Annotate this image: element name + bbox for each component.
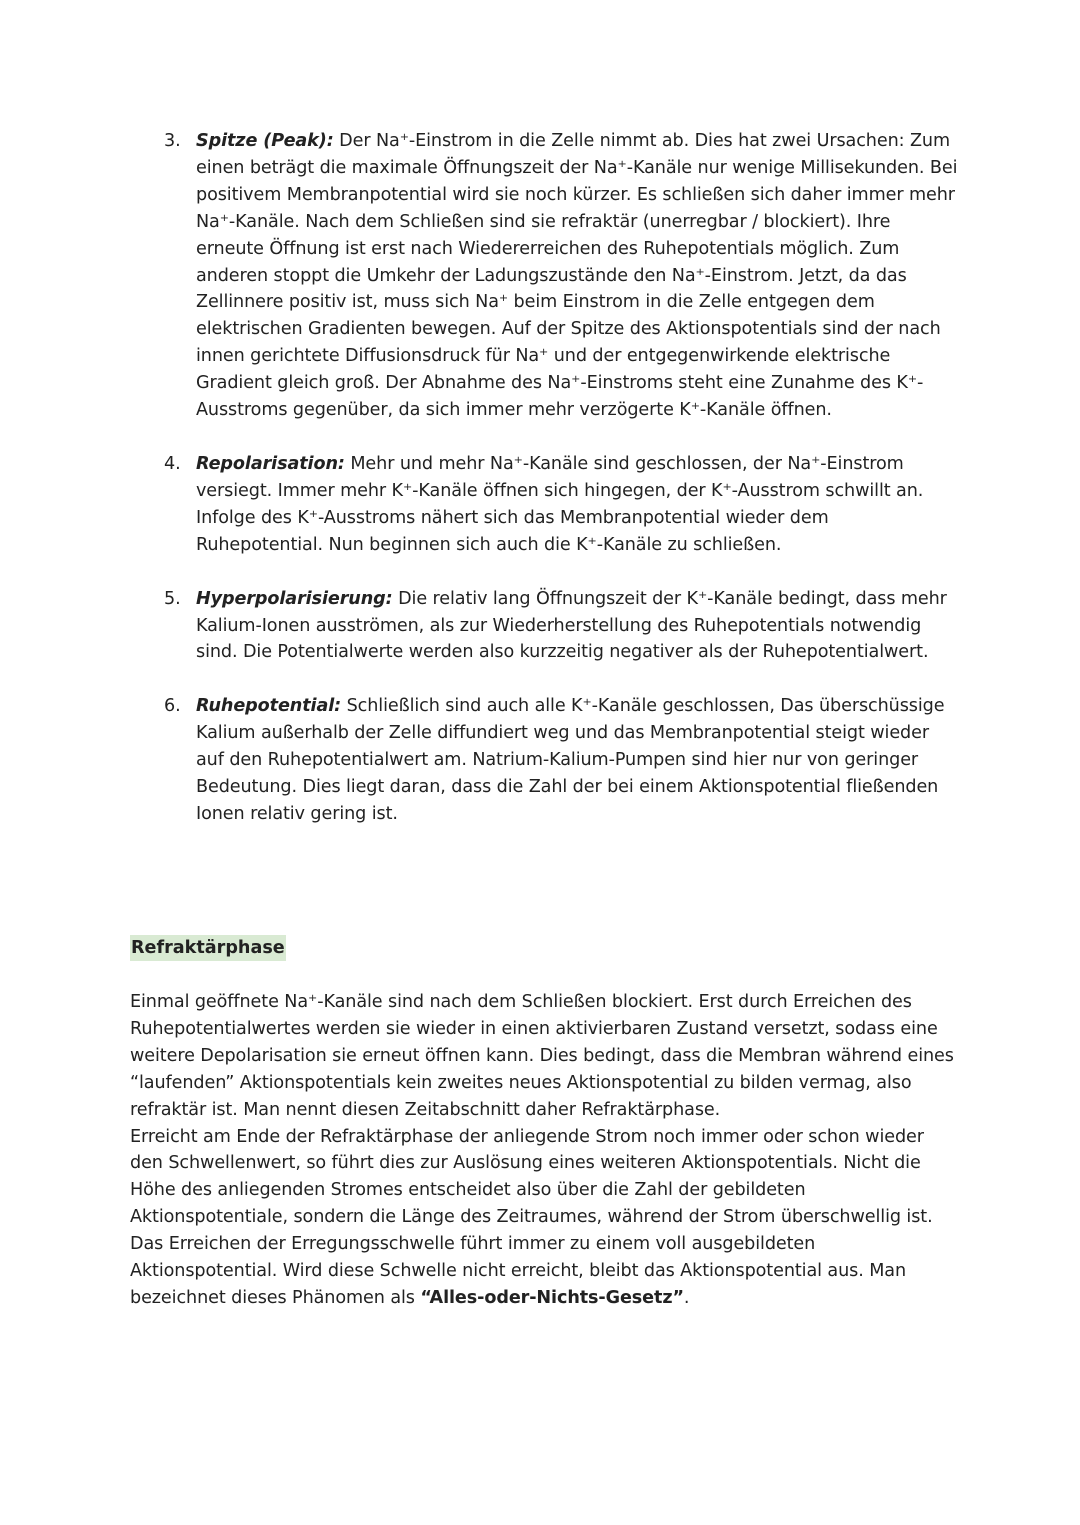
list-term: Ruhepotential: bbox=[196, 696, 342, 717]
paragraph-end: . bbox=[683, 1287, 690, 1308]
law-name: “Alles-oder-Nichts-Gesetz” bbox=[420, 1287, 684, 1308]
list-term: Hyperpolarisierung: bbox=[196, 588, 393, 609]
list-term: Repolarisation: bbox=[196, 453, 345, 474]
section-heading-wrap bbox=[130, 935, 286, 961]
list-item-hyperpolarisierung bbox=[130, 586, 960, 667]
list-item-repolarisation bbox=[130, 451, 960, 559]
list-text: Die relativ lang Öffnungszeit der K⁺-Kanäle bedingt, dass mehr Kalium-Ionen ausströmen, als zur Wiederherstellung des Ruhepotentials notwendig sind. Die Potentialwerte werden also kurzzeitig negativer als der Ruhepotentialwert. bbox=[196, 588, 947, 663]
list-number: 4. bbox=[164, 453, 181, 474]
list-number: 6. bbox=[164, 696, 181, 717]
list-number: 5. bbox=[164, 588, 181, 609]
list-text: Schließlich sind auch alle K⁺-Kanäle geschlossen, Das überschüssige Kalium außerhalb der Zelle diffundiert weg und das Membranpotential steigt wieder auf den Ruhepotentialwert am. Natrium-Kalium-Pumpen sind hier nur von geringer Bedeutung. Dies liegt daran, dass die Zahl der bei einem Aktionspotential fließenden Ionen relativ gering ist. bbox=[196, 696, 945, 824]
list-number: 3. bbox=[164, 131, 181, 151]
paragraph-text: Erreicht am Ende der Refraktärphase der anliegende Strom noch immer oder schon wieder den Schwellenwert, so führt dies zur Auslösung eines weiteren Aktionspotentials. Nicht die Höhe des anliegenden Stromes entscheidet also über die Zahl der gebildeten Aktionspotentiale, sondern die Länge des Zeitraumes, während der Strom überschwellig ist. Das Erreichen der Erregungsschwelle führt immer zu einem voll ausgebildeten Aktionspotential. Wird diese Schwelle nicht erreicht, bleibt das Aktionspotential aus. Man bezeichnet dieses Phänomen als bbox=[130, 1126, 933, 1308]
paragraph: Einmal geöffnete Na⁺-Kanäle sind nach dem Schließen blockiert. Erst durch Erreichen des Ruhepotentialwertes werden sie wieder in einen aktivierbaren Zustand versetzt, sodass eine weitere Depolarisation sie erneut öffnen kann. Dies bedingt, dass die Membran während eines “laufenden” Aktionspotentials kein zweites neues Aktionspotential zu bilden vermag, also refraktär ist. Man nennt diesen Zeitabschnitt daher Refraktärphase. bbox=[130, 992, 954, 1120]
list-item-ruhepotential bbox=[130, 693, 960, 828]
list-term: Spitze (Peak): bbox=[196, 131, 334, 151]
list-text: Der Na⁺-Einstrom in die Zelle nimmt ab. Dies hat zwei Ursachen: Zum einen beträgt die maximale Öffnungszeit der Na⁺-Kanäle nur wenige Millisekunden. Bei positivem Membranpotential wird sie noch kürzer. Es schließen sich daher immer mehr Na⁺-Kanäle. Nach dem Schließen sind sie refraktär (unerregbar / blockiert). Ihre erneute Öffnung ist erst nach Wiedererreichen des Ruhepotentials möglich. Zum anderen stoppt die Umkehr der Ladungszustände den Na⁺-Einstrom. Jetzt, da das Zellinnere positiv ist, muss sich Na⁺ beim Einstrom in die Zelle entgegen dem elektrischen Gradienten bewegen. Auf der Spitze des Aktionspotentials sind der nach innen gerichtete Diffusionsdruck für Na⁺ und der entgegenwirkende elektrische Gradient gleich groß. Der Abnahme des Na⁺-Einstroms steht eine Zunahme des K⁺-Ausstroms gegenüber, da sich immer mehr verzögerte K⁺-Kanäle öffnen. bbox=[196, 131, 958, 421]
section-heading: Refraktärphase bbox=[130, 935, 286, 961]
section-body bbox=[130, 989, 960, 1312]
phase-list bbox=[130, 128, 960, 855]
list-item-spitze bbox=[130, 128, 960, 424]
paragraph bbox=[130, 1124, 960, 1312]
list-text: Mehr und mehr Na⁺-Kanäle sind geschlossen, der Na⁺-Einstrom versiegt. Immer mehr K⁺-Kanäle öffnen sich hingegen, der K⁺-Ausstrom schwillt an. Infolge des K⁺-Ausstroms nähert sich das Membranpotential wieder dem Ruhepotential. Nun beginnen sich auch die K⁺-Kanäle zu schließen. bbox=[196, 453, 924, 555]
